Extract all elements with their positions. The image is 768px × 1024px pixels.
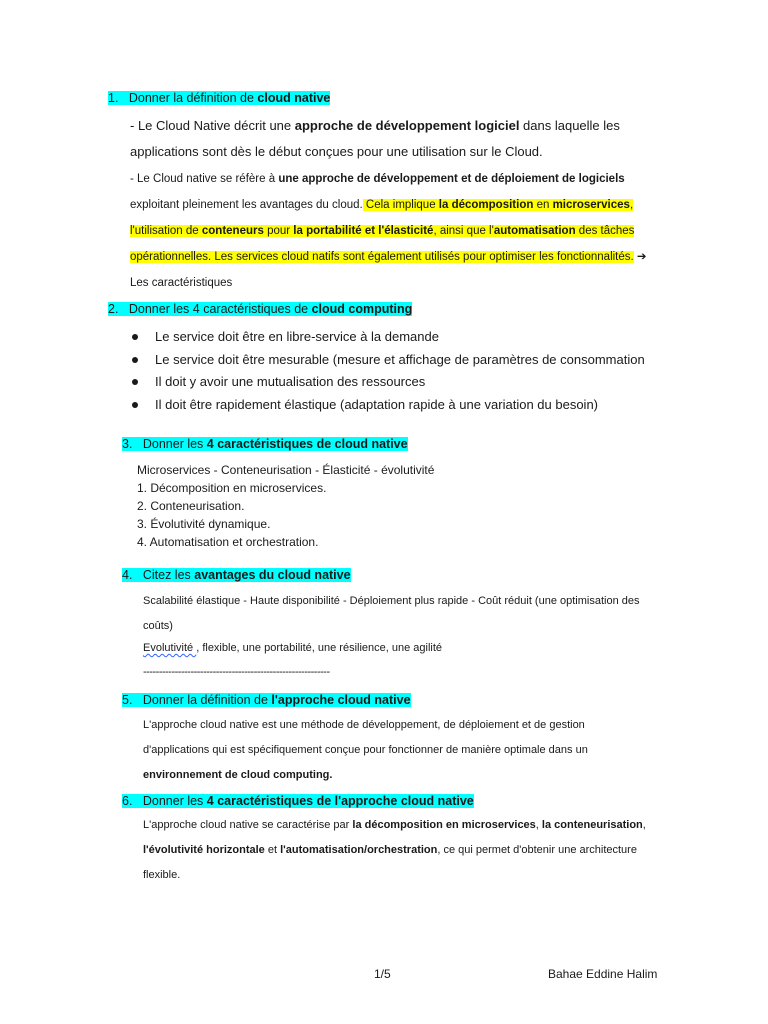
question-4-qualities: Evolutivité , flexible, une portabilité, une résilience, une agilité <box>143 642 443 654</box>
list-item: 1. Décomposition en microservices. <box>137 481 327 495</box>
question-1-paragraph-1: - Le Cloud Native décrit une approche de développement logiciel dans laquelle les applications sont dès le début conçues pour une utilisation sur le Cloud. <box>130 118 620 159</box>
question-5-heading: 5. Donner la définition de l'approche cloud native <box>122 693 411 707</box>
question-5-paragraph: L'approche cloud native est une méthode de développement, de déploiement et de gestion d'applications qui est spécifiquement conçue pour fonctionner de manière optimale dans un environnement de cloud computing. <box>143 719 588 781</box>
question-1-heading: 1. Donner la définition de cloud native <box>108 91 331 105</box>
spelling-flag: Evolutivité <box>143 642 197 654</box>
question-4-heading: 4. Citez les avantages du cloud native <box>122 568 351 582</box>
list-item: 4. Automatisation et orchestration. <box>137 535 319 549</box>
separator-line: ----------------------------------------------------------- <box>143 666 330 678</box>
question-6-heading: 6. Donner les 4 caractéristiques de l'approche cloud native <box>122 794 474 808</box>
list-item: Il doit y avoir une mutualisation des ressources <box>130 371 645 394</box>
question-2-bullet-list <box>130 326 645 416</box>
list-item: 3. Évolutivité dynamique. <box>137 517 271 531</box>
author-name: Bahae Eddine Halim <box>548 967 658 981</box>
list-item: Il doit être rapidement élastique (adaptation rapide à une variation du besoin) <box>130 394 645 417</box>
list-item: Le service doit être mesurable (mesure et affichage de paramètres de consommation <box>130 349 645 372</box>
question-4-advantages: Scalabilité élastique - Haute disponibilité - Déploiement plus rapide - Coût réduit (une optimisation des coûts) <box>143 595 640 632</box>
page-number: 1/5 <box>374 967 391 981</box>
question-6-paragraph: L'approche cloud native se caractérise par la décomposition en microservices, la conteneurisation, l'évolutivité horizontale et l'automatisation/orchestration, ce qui permet d'obtenir une architecture flexible. <box>143 819 646 881</box>
summary-line: Microservices - Conteneurisation - Élasticité - évolutivité <box>137 463 435 477</box>
list-item: Le service doit être en libre-service à la demande <box>130 326 645 349</box>
question-1-paragraph-2: - Le Cloud native se réfère à une approche de développement et de déploiement de logiciels exploitant pleinement les avantages du cloud. Cela implique la décomposition en microservices, l'utilisation de conteneurs pour la portabilité et l'élasticité, ainsi que l'automatisation des tâches opérationnelles. Les services cloud natifs sont également utilisés pour optimiser les fonctionnalités. ➔ Les caractéristiques <box>130 173 647 289</box>
question-2-heading: 2. Donner les 4 caractéristiques de cloud computing <box>108 302 413 316</box>
list-item: 2. Conteneurisation. <box>137 499 245 513</box>
question-3-heading: 3. Donner les 4 caractéristiques de cloud native <box>122 437 408 451</box>
question-3-answer <box>137 461 434 551</box>
